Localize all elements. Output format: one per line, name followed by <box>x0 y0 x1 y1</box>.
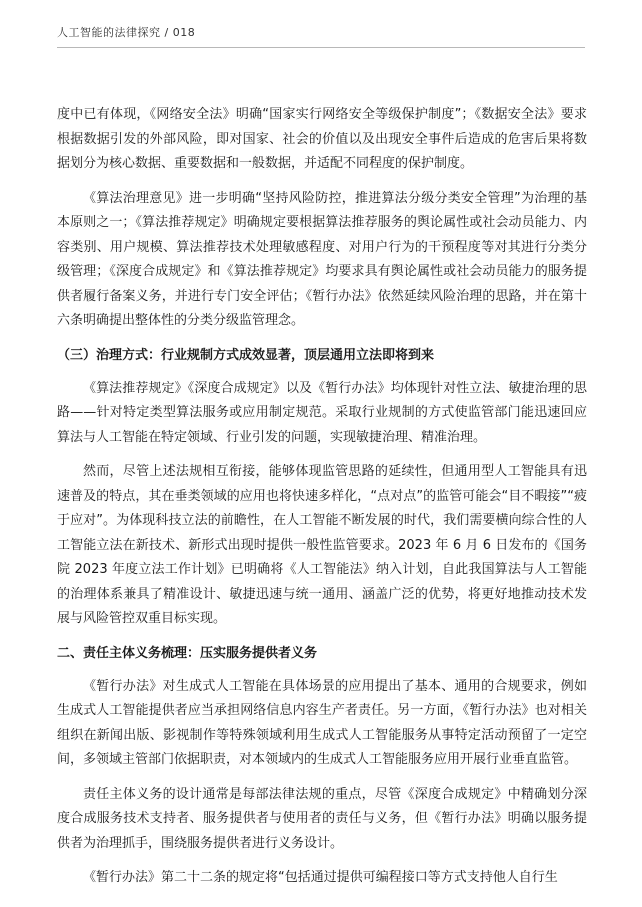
page-body <box>57 103 587 901</box>
paragraph-general-legislation: 然而，尽管上述法规相互衔接，能够体现监管思路的延续性，但通用型人工智能具有迅速普及的特点，其在垂类领域的应用也将快速多样化，“点对点”的监管可能会“目不暇接”“疲于应对”。为体现科技立法的前瞻性，在人工智能不断发展的时代，我们需要横向综合性的人工智能立法在新技术、新形式出现时提供一般性监管要求。2023 年 6 月 6 日发布的《国务院 2023 年度立法工作计划》已明确将《人工智能法》纳入计划，自此我国算法与人工智能的治理体系兼具了精准设计、敏捷迅速与统一通用、涵盖广泛的优势，将更好地推动技术发展与风险管控双重目标实现。 <box>57 464 587 626</box>
paragraph-algorithm-governance: 《算法治理意见》进一步明确“坚持风险防控，推进算法分级分类安全管理”为治理的基本原则之一；《算法推荐规定》明确规定要根据算法推荐服务的舆论属性或社会动员能力、内容类别、用户规模、算法推荐技术处理敏感程度、对用户行为的干预程度等对其进行分类分级管理；《深度合成规定》和《算法推荐规定》均要求具有舆论属性或社会动员能力的服务提供者履行备案义务，并进行专门安全评估；《暂行办法》依然延续风险治理的思路，并在第十六条明确提出整体性的分类分级监管理念。 <box>57 190 587 328</box>
running-header: 人工智能的法律探究 / 018 <box>57 26 196 39</box>
section-heading-responsibility: 二、责任主体义务梳理：压实服务提供者义务 <box>57 645 318 661</box>
paragraph-article-22: 《暂行办法》第二十二条的规定将“包括通过提供可编程接口等方式支持他人自行生 <box>83 870 558 885</box>
section-heading-governance-method: （三）治理方式：行业规制方式成效显著，顶层通用立法即将到来 <box>57 347 435 363</box>
paragraph-industry-regulation: 《算法推荐规定》《深度合成规定》以及《暂行办法》均体现针对性立法、敏捷治理的思路——针对特定类型算法服务或应用制定规范。采取行业规制的方式使监管部门能迅速回应算法与人工智能在特定领域、行业引发的问题，实现敏捷治理、精准治理。 <box>57 380 587 445</box>
paragraph-interim-measures: 《暂行办法》对生成式人工智能在具体场景的应用提出了基本、通用的合规要求，例如生成式人工智能提供者应当承担网络信息内容生产者责任。另一方面，《暂行办法》也对相关组织在新闻出版、影视制作等特殊领域利用生成式人工智能服务从事特定活动预留了一定空间，多领域主管部门依据职责，对本领域内的生成式人工智能服务应用开展行业垂直监管。 <box>57 678 587 767</box>
paragraph-obligation-design: 责任主体义务的设计通常是每部法律法规的重点，尽管《深度合成规定》中精确划分深度合成服务技术支持者、服务提供者与使用者的责任与义务，但《暂行办法》明确以服务提供者为治理抓手，围绕服务提供者进行义务设计。 <box>57 786 587 851</box>
paragraph-continued: 度中已有体现，《网络安全法》明确“国家实行网络安全等级保护制度”；《数据安全法》要求根据数据引发的外部风险，即对国家、社会的价值以及出现安全事件后造成的危害后果将数据划分为核心数据、重要数据和一般数据，并适配不同程度的保护制度。 <box>57 107 587 171</box>
header-divider <box>57 47 585 48</box>
